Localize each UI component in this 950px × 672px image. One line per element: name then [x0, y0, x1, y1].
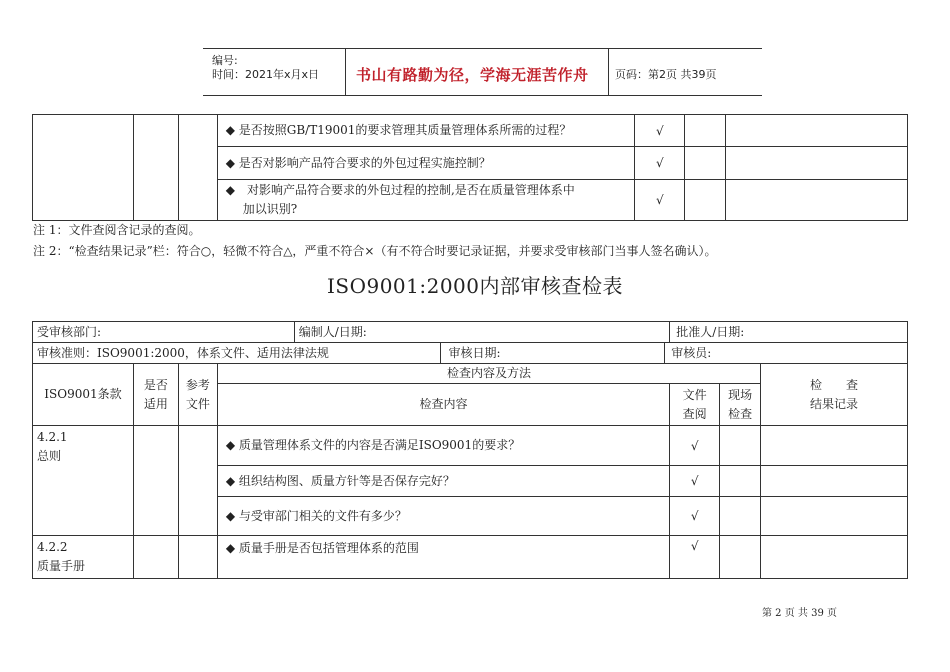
site-check-cell: [720, 466, 761, 497]
question-text: ◆ 与受审部门相关的文件有多少？: [217, 497, 669, 536]
question-text: ◆ 质量管理体系文件的内容是否满足ISO9001的要求？: [217, 426, 669, 466]
header-date-label: 时间：2021年x月x日: [212, 68, 320, 81]
audit-checklist-table: [32, 321, 908, 579]
result-cell: [761, 426, 908, 466]
header-divider: [608, 48, 609, 95]
page-title: ISO9001:2000内部审核查检表: [326, 274, 624, 298]
clause-cell: [33, 426, 134, 536]
header-line: 文件: [682, 387, 707, 402]
table-row: [33, 426, 908, 466]
reference-cell: [178, 426, 217, 536]
site-check-cell: [685, 115, 726, 147]
clause-name: 质量手册: [37, 559, 86, 573]
clause-cell: [33, 115, 134, 221]
result-cell: [726, 147, 908, 180]
header-line: 结果记录: [810, 396, 859, 411]
header-bottom-rule: [203, 95, 762, 96]
table-row: [33, 322, 908, 343]
table-row: [33, 536, 908, 579]
applicable-cell: [133, 536, 178, 579]
audited-dept-label: 受审核部门:: [33, 322, 295, 343]
doc-check-mark: √: [635, 147, 685, 180]
header-number-label: 编号:: [212, 54, 238, 67]
col-method-header: 检查内容及方法: [217, 364, 760, 384]
result-cell: [726, 115, 908, 147]
header-top-rule: [203, 48, 762, 49]
result-cell: [761, 497, 908, 536]
checklist-table-continued: [32, 114, 908, 221]
doc-check-mark: √: [670, 536, 720, 579]
clause-number: 4.2.2: [37, 540, 68, 554]
note-2: 注 2：“检查结果记录”栏：符合○，轻微不符合△，严重不符合×（有不符合时要记录证据，并要求受审核部门当事人签名确认）。: [33, 244, 717, 258]
site-check-cell: [685, 147, 726, 180]
applicable-cell: [133, 115, 178, 221]
header-line: 文件: [185, 396, 210, 411]
col-applicable-header: [133, 364, 178, 426]
result-cell: [726, 180, 908, 221]
question-line: ◆ 对影响产品符合要求的外包过程的控制,是否在质量管理体系中: [225, 183, 575, 197]
header-line: 查阅: [682, 406, 707, 421]
header-page-label: 页码：第2页 共39页: [615, 68, 717, 81]
col-site-check-header: [720, 384, 761, 426]
header-line: 检 查: [810, 377, 859, 392]
page-footer: 第 2 页 共 39 页: [762, 608, 837, 619]
table-row: [33, 343, 908, 364]
clause-cell: [33, 536, 134, 579]
question-line: 加以识别?: [242, 202, 298, 216]
doc-check-mark: √: [635, 180, 685, 221]
question-text: ◆ 质量手册是否包括管理体系的范围: [217, 536, 669, 579]
col-content-header: 检查内容: [217, 384, 669, 426]
col-reference-header: [178, 364, 217, 426]
header-motto: 书山有路勤为径，学海无涯苦作舟: [356, 66, 589, 84]
doc-check-mark: √: [670, 426, 720, 466]
col-doc-review-header: [670, 384, 720, 426]
header-divider: [345, 48, 346, 95]
col-result-header: [761, 364, 908, 426]
question-text: ◆ 是否按照GB/T19001的要求管理其质量管理体系所需的过程？: [217, 115, 635, 147]
doc-check-mark: √: [635, 115, 685, 147]
header-line: 检查: [728, 406, 753, 421]
table-row: [33, 115, 908, 147]
editor-date-label: 编制人/日期:: [294, 322, 670, 343]
question-text: [217, 180, 635, 221]
site-check-cell: [720, 497, 761, 536]
approver-date-label: 批准人/日期:: [670, 322, 908, 343]
result-cell: [761, 536, 908, 579]
doc-check-mark: √: [670, 466, 720, 497]
audit-criteria-label: 审核准则：ISO9001:2000，体系文件、适用法律法规: [33, 343, 441, 364]
auditor-label: 审核员:: [665, 343, 908, 364]
col-clause-header: ISO9001条款: [33, 364, 134, 426]
notes: [33, 220, 716, 262]
doc-check-mark: √: [670, 497, 720, 536]
header-line: 适用: [143, 396, 168, 411]
result-cell: [761, 466, 908, 497]
question-text: ◆ 是否对影响产品符合要求的外包过程实施控制？: [217, 147, 635, 180]
site-check-cell: [685, 180, 726, 221]
header-line: 是否: [143, 377, 168, 392]
reference-cell: [178, 536, 217, 579]
question-text: ◆ 组织结构图、质量方针等是否保存完好？: [217, 466, 669, 497]
header-line: 参考: [185, 377, 210, 392]
applicable-cell: [133, 426, 178, 536]
header-line: 现场: [728, 387, 753, 402]
note-1: 注 1：文件查阅含记录的查阅。: [33, 223, 201, 237]
clause-number: 4.2.1: [37, 430, 68, 444]
site-check-cell: [720, 426, 761, 466]
site-check-cell: [720, 536, 761, 579]
clause-name: 总则: [37, 449, 62, 463]
audit-date-label: 审核日期:: [440, 343, 665, 364]
reference-cell: [178, 115, 217, 221]
table-row: [33, 364, 908, 384]
